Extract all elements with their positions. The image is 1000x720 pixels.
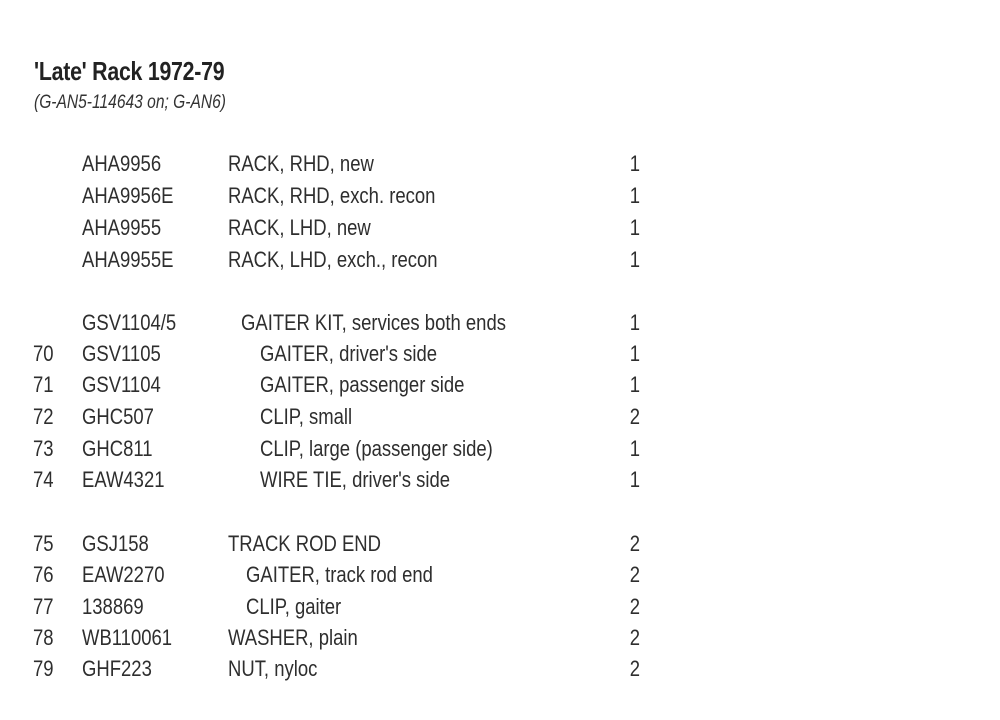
part-description: CLIP, large (passenger side) — [260, 436, 493, 461]
part-description: WIRE TIE, driver's side — [260, 467, 451, 492]
part-number: AHA9956 — [82, 151, 162, 176]
ref-number: 73 — [33, 436, 54, 461]
quantity: 2 — [629, 404, 640, 429]
part-number: AHA9956E — [82, 183, 174, 208]
list-item — [0, 623, 700, 653]
quantity: 1 — [629, 310, 640, 335]
ref-number: 75 — [33, 531, 54, 556]
part-description: GAITER, driver's side — [260, 341, 438, 366]
part-description: GAITER, track rod end — [246, 562, 433, 587]
list-item — [0, 434, 700, 464]
list-item — [0, 465, 700, 495]
part-number: AHA9955 — [82, 215, 162, 240]
quantity: 2 — [629, 656, 640, 681]
quantity: 1 — [629, 151, 640, 176]
list-item — [0, 339, 700, 369]
quantity: 2 — [629, 562, 640, 587]
part-number: GHC507 — [82, 404, 154, 429]
list-item — [0, 529, 700, 559]
part-description: NUT, nyloc — [228, 656, 318, 681]
quantity: 1 — [629, 215, 640, 240]
ref-number: 79 — [33, 656, 54, 681]
part-description: RACK, LHD, new — [228, 215, 371, 240]
list-item — [0, 213, 700, 243]
part-number: EAW4321 — [82, 467, 165, 492]
ref-number: 70 — [33, 341, 54, 366]
part-description: GAITER, passenger side — [260, 372, 465, 397]
list-item — [0, 402, 700, 432]
ref-number: 77 — [33, 594, 54, 619]
ref-number: 74 — [33, 467, 54, 492]
quantity: 1 — [629, 341, 640, 366]
part-number: GHF223 — [82, 656, 152, 681]
quantity: 1 — [629, 372, 640, 397]
list-item — [0, 592, 700, 622]
list-item — [0, 560, 700, 590]
part-number: GSV1104 — [82, 372, 161, 397]
list-item — [0, 308, 700, 338]
list-item — [0, 245, 700, 275]
part-number: EAW2270 — [82, 562, 165, 587]
part-description: CLIP, small — [260, 404, 353, 429]
list-item — [0, 181, 700, 211]
part-description: WASHER, plain — [228, 625, 358, 650]
part-number: GSV1104/5 — [82, 310, 177, 335]
part-number: AHA9955E — [82, 247, 174, 272]
quantity: 1 — [629, 183, 640, 208]
part-number: WB110061 — [82, 625, 173, 650]
quantity: 1 — [629, 467, 640, 492]
part-description: GAITER KIT, services both ends — [241, 310, 506, 335]
list-item — [0, 654, 700, 684]
part-number: GSV1105 — [82, 341, 161, 366]
part-number: GHC811 — [82, 436, 153, 461]
quantity: 2 — [629, 531, 640, 556]
quantity: 1 — [629, 247, 640, 272]
list-item — [0, 149, 700, 179]
ref-number: 76 — [33, 562, 54, 587]
ref-number: 72 — [33, 404, 54, 429]
part-number: 138869 — [82, 594, 144, 619]
quantity: 2 — [629, 594, 640, 619]
page-title: 'Late' Rack 1972-79 — [34, 56, 225, 86]
quantity: 1 — [629, 436, 640, 461]
part-description: CLIP, gaiter — [246, 594, 342, 619]
part-description: TRACK ROD END — [228, 531, 381, 556]
part-number: GSJ158 — [82, 531, 149, 556]
ref-number: 78 — [33, 625, 54, 650]
page-subtitle: (G-AN5-114643 on; G-AN6) — [34, 92, 226, 113]
part-description: RACK, LHD, exch., recon — [228, 247, 438, 272]
quantity: 2 — [629, 625, 640, 650]
part-description: RACK, RHD, exch. recon — [228, 183, 436, 208]
ref-number: 71 — [33, 372, 54, 397]
part-description: RACK, RHD, new — [228, 151, 374, 176]
list-item — [0, 370, 700, 400]
